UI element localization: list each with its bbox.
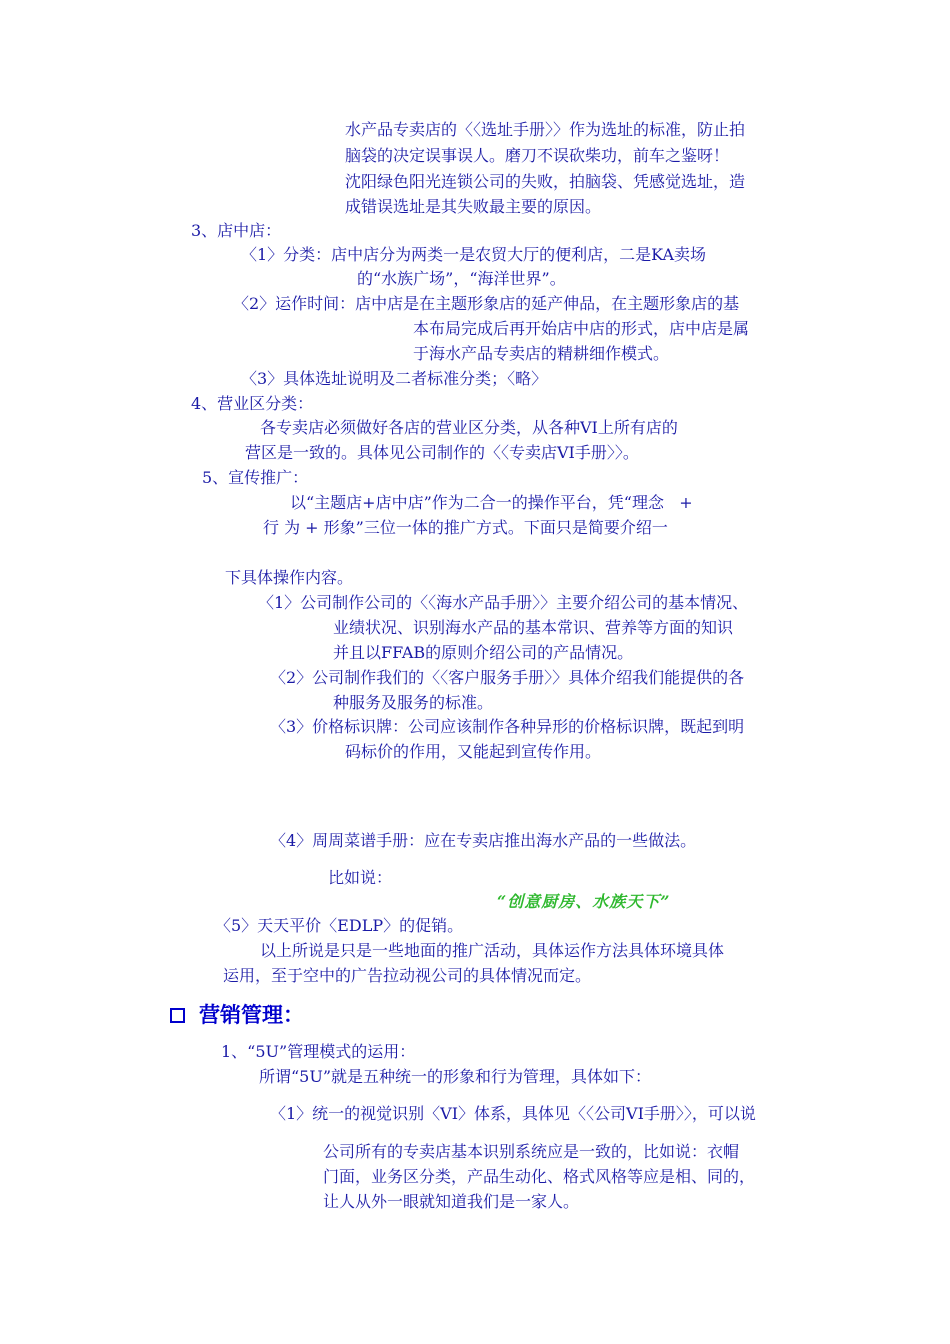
body-line: 脑袋的决定误事误人。磨刀不误砍柴功，前车之鉴呀！ <box>345 146 730 165</box>
body-line: 以“主题店+店中店”作为二合一的操作平台，凭“理念 + <box>290 493 693 512</box>
body-line: 公司所有的专卖店基本识别系统应是一致的，比如说：衣帽 <box>323 1142 740 1161</box>
body-line: 门面，业务区分类，产品生动化、格式风格等应是相、同的， <box>323 1167 756 1186</box>
slogan-text: “创意厨房、水族天下” <box>497 892 671 911</box>
body-line: 〈1〉公司制作公司的〈〈海水产品手册〉〉主要介绍公司的基本情况、 <box>258 593 749 612</box>
body-line: 行 为 + 形象”三位一体的推广方式。下面只是简要介绍一 <box>263 518 668 537</box>
body-line: 沈阳绿色阳光连锁公司的失败，拍脑袋、凭感觉选址，造 <box>345 172 746 191</box>
body-line: 下具体操作内容。 <box>225 568 354 587</box>
body-line: 让人从外一眼就知道我们是一家人。 <box>323 1192 580 1211</box>
body-line: 〈2〉公司制作我们的〈〈客户服务手册〉〉具体介绍我们能提供的各 <box>270 668 745 687</box>
body-line: 以上所说是只是一些地面的推广活动，具体运作方法具体环境具体 <box>260 941 725 960</box>
body-line: 于海水产品专卖店的精耕细作模式。 <box>413 344 670 363</box>
body-line: 营区是一致的。具体见公司制作的〈〈专卖店VI手册〉〉。 <box>245 443 639 462</box>
body-line: 所谓“5U”就是五种统一的形象和行为管理，具体如下： <box>259 1067 652 1086</box>
body-line: 成错误选址是其失败最主要的原因。 <box>345 197 602 216</box>
checkbox-icon <box>170 1008 185 1023</box>
body-line: 种服务及服务的标准。 <box>333 693 494 712</box>
section-heading: 3、店中店： <box>191 221 282 240</box>
section-heading: 4、营业区分类： <box>191 394 314 413</box>
chapter-heading <box>170 1001 304 1029</box>
body-line: 〈2〉运作时间：店中店是在主题形象店的延产伸品，在主题形象店的基 <box>233 294 740 313</box>
body-line: 〈3〉具体选址说明及二者标准分类；〈略〉 <box>241 369 548 388</box>
body-line: 并且以FFAB的原则介绍公司的产品情况。 <box>333 643 634 662</box>
section-heading: 5、宣传推广： <box>202 468 309 487</box>
body-line: 水产品专卖店的〈〈选址手册〉〉作为选址的标准，防止拍 <box>345 120 746 139</box>
body-line: 〈1〉分类：店中店分为两类一是农贸大厅的便利店，二是KA卖场 <box>241 245 707 264</box>
body-line: 本布局完成后再开始店中店的形式，店中店是属 <box>413 319 750 338</box>
body-line: 〈3〉价格标识牌：公司应该制作各种异形的价格标识牌，既起到明 <box>270 717 745 736</box>
body-line: 各专卖店必须做好各店的营业区分类，从各种VI上所有店的 <box>260 418 678 437</box>
section-heading: 1、“5U”管理模式的运用： <box>221 1042 416 1061</box>
chapter-heading-label: 营销管理： <box>199 1003 304 1027</box>
body-line: 码标价的作用，又能起到宣传作用。 <box>345 742 602 761</box>
body-line: 〈1〉统一的视觉识别〈VI〉体系，具体见〈〈公司VI手册〉〉，可以说 <box>270 1104 756 1123</box>
body-line: 〈5〉天天平价〈EDLP〉的促销。 <box>215 916 464 935</box>
body-line: 〈4〉周周菜谱手册：应在专卖店推出海水产品的一些做法。 <box>270 831 697 850</box>
body-line: 运用，至于空中的广告拉动视公司的具体情况而定。 <box>223 966 592 985</box>
body-line: 业绩状况、识别海水产品的基本常识、营养等方面的知识 <box>333 618 734 637</box>
body-line: 的“水族广场”，“海洋世界”。 <box>357 269 566 288</box>
body-line: 比如说： <box>328 868 393 887</box>
